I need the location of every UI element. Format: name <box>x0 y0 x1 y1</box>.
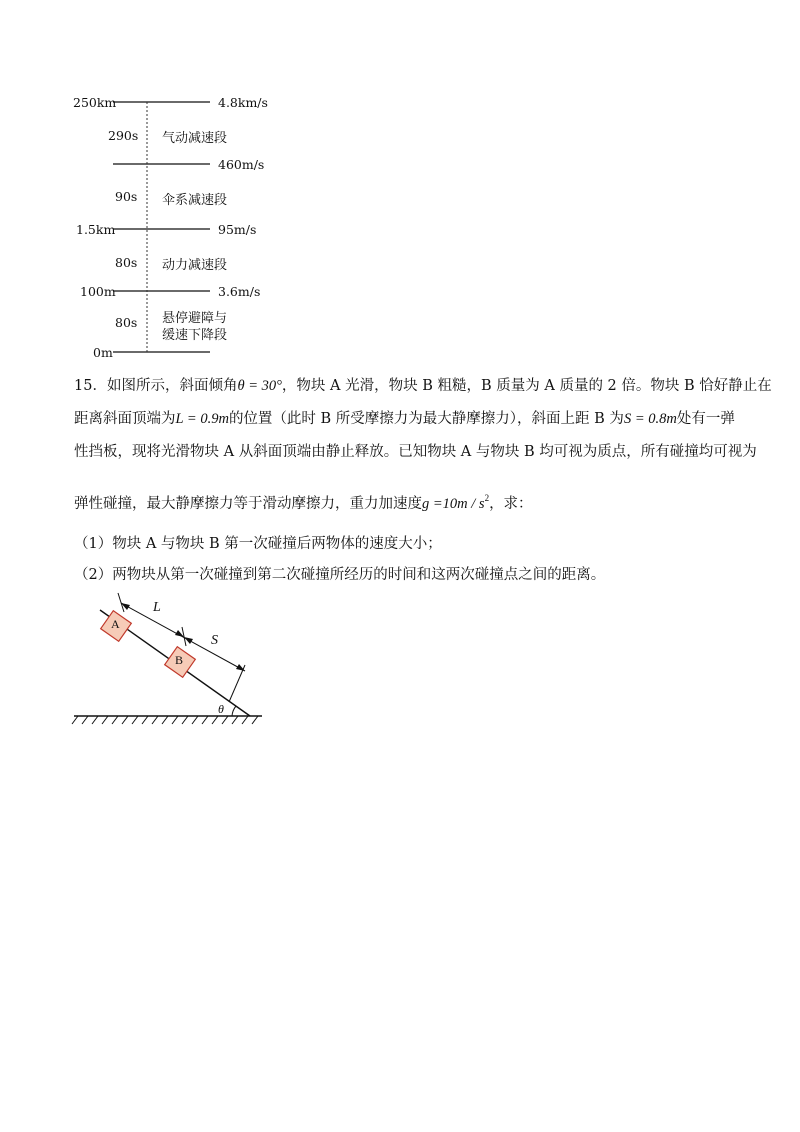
stage-hover-line2: 缓速下降段 <box>162 328 228 343</box>
question-text-3: 性挡板，现将光滑物块 A 从斜面顶端由静止释放。已知物块 A 与物块 B 均可视为质点，所有碰撞均可视为 <box>74 444 757 460</box>
angle-arc <box>232 706 236 716</box>
sub-question-2: （2）两物块从第一次碰撞到第二次碰撞所经历的时间和这两次碰撞点之间的距离。 <box>74 567 606 583</box>
label-S: S <box>211 633 218 648</box>
speed-95m-s: 95m/s <box>218 222 257 237</box>
question-text-2b: 的位置（此时 B 所受摩擦力为最大静摩擦力），斜面上距 B 为 <box>228 411 624 427</box>
tick-barrier <box>229 665 245 702</box>
altitude-250km: 250km <box>73 95 117 110</box>
tick-top <box>118 593 124 612</box>
question-text-4b: ，求： <box>489 496 533 512</box>
question-text-1b: ，物块 A 光滑，物块 B 粗糙，B 质量为 A 质量的 2 倍。物块 B 恰好静止在 <box>281 378 772 394</box>
stage-aero-braking: 气动减速段 <box>162 131 228 146</box>
question-text-2a: 距离斜面顶端为 <box>74 411 176 427</box>
block-a-label: A <box>111 617 120 631</box>
duration-80s-a: 80s <box>115 255 138 270</box>
block-b-label: B <box>175 653 184 667</box>
L-equation: L = 0.9m <box>175 411 229 427</box>
duration-80s-b: 80s <box>115 315 138 330</box>
question-text-1a: 如图所示，斜面倾角 <box>106 378 238 394</box>
sub-question-1: （1）物块 A 与物块 B 第一次碰撞后两物体的速度大小； <box>74 536 442 552</box>
speed-3.6m-s: 3.6m/s <box>218 284 261 299</box>
label-L: L <box>153 600 161 615</box>
question-text-2c: 处有一弹 <box>676 411 735 427</box>
stage-hover-line1: 悬停避障与 <box>162 311 228 326</box>
speed-4.8km-s: 4.8km/s <box>218 95 268 110</box>
speed-460m-s: 460m/s <box>218 157 265 172</box>
theta-equation: θ = 30° <box>237 378 282 394</box>
question-text-4a: 弹性碰撞，最大静摩擦力等于滑动摩擦力，重力加速度 <box>74 496 422 512</box>
question-number: 15． <box>74 378 107 394</box>
duration-90s: 90s <box>115 189 138 204</box>
g-equation: $g =10m / s^2$ <box>422 493 490 512</box>
altitude-1.5km: 1.5km <box>76 222 116 237</box>
stage-powered-braking: 动力减速段 <box>162 258 228 273</box>
altitude-100m: 100m <box>80 284 116 299</box>
altitude-0m: 0m <box>93 345 113 360</box>
S-equation: S = 0.8m <box>623 411 677 427</box>
ground-hatching <box>72 716 258 724</box>
duration-290s: 290s <box>108 128 139 143</box>
stage-parachute-braking: 伞系减速段 <box>162 193 228 208</box>
g-exponent: 2 <box>484 493 490 503</box>
label-theta: θ <box>218 702 224 716</box>
